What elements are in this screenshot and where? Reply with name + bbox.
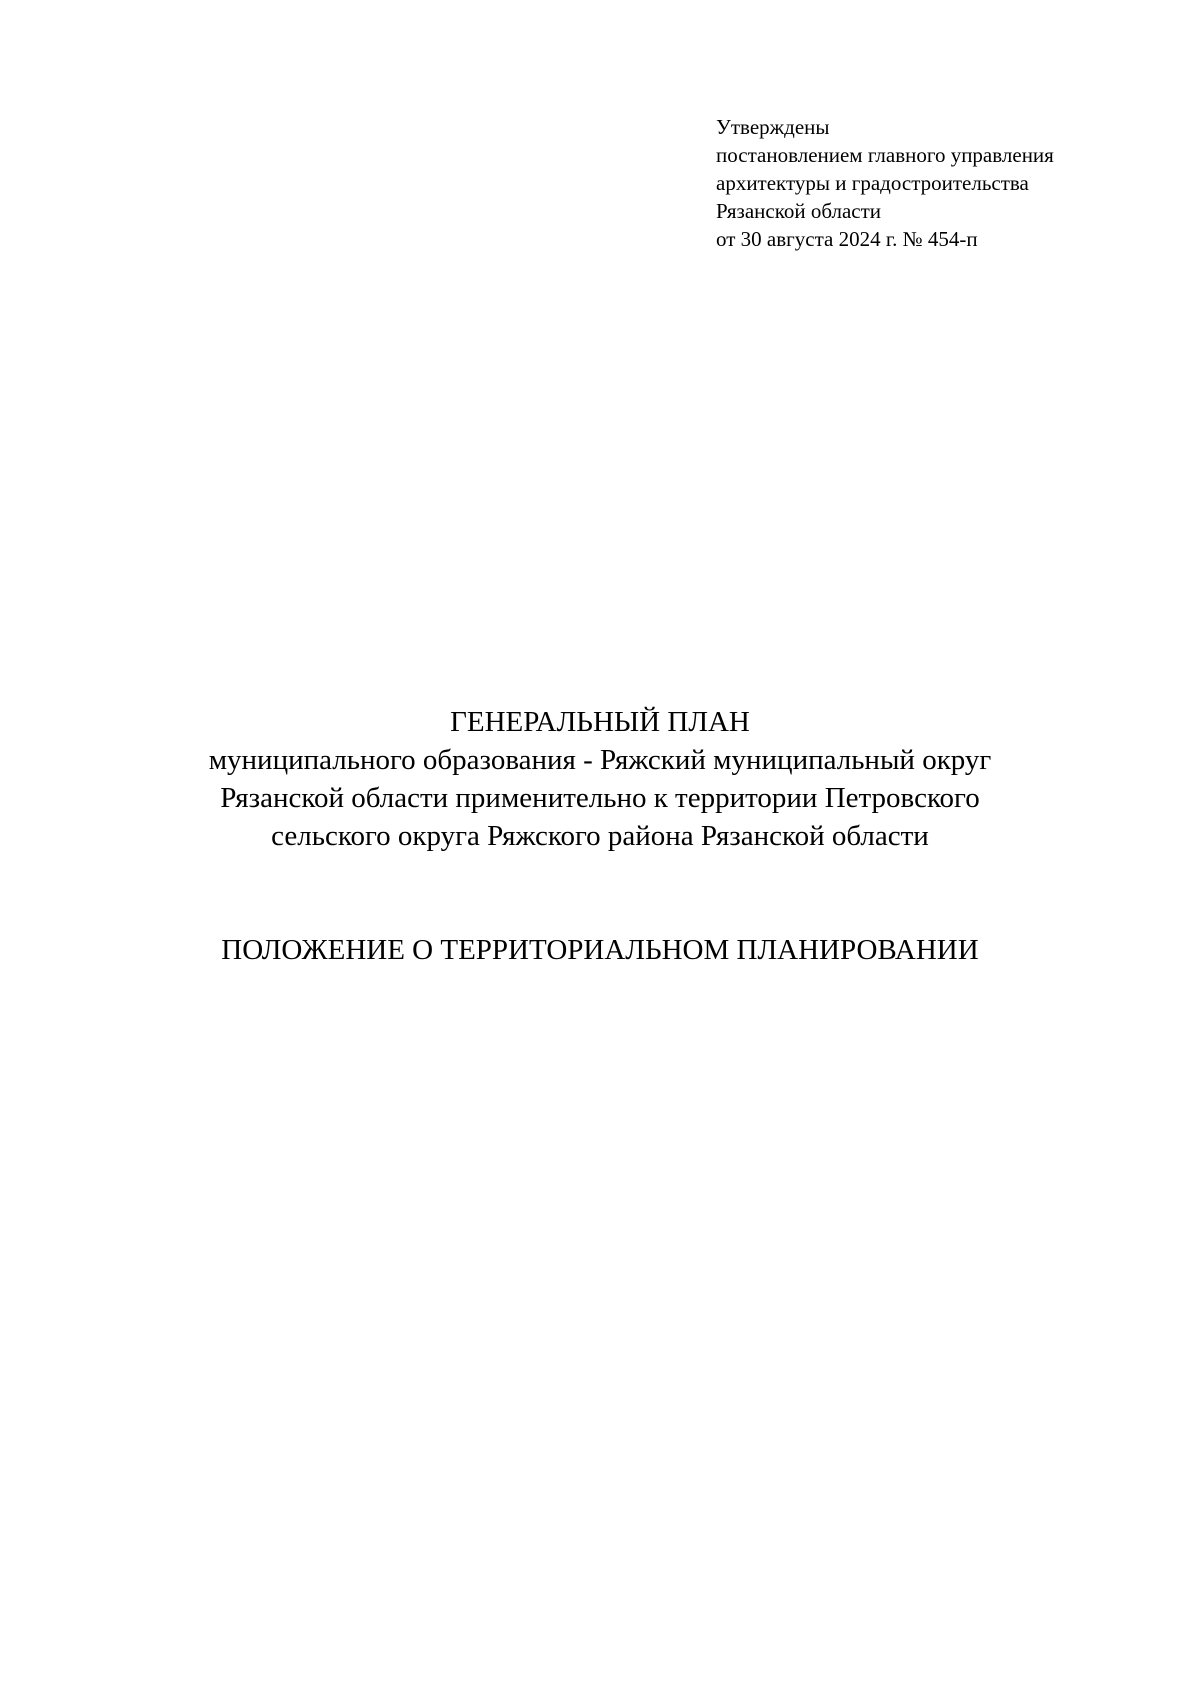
approval-stamp: [716, 113, 1156, 253]
approval-line: постановлением главного управления: [716, 143, 1054, 167]
document-heading: ГЕНЕРАЛЬНЫЙ ПЛАН: [450, 706, 750, 738]
document-subtitle-line: муниципального образования - Ряжский муниципальный округ: [208, 744, 992, 776]
approval-line: архитектуры и градостроительства: [716, 171, 1029, 195]
approval-date-number: от 30 августа 2024 г. № 454-п: [716, 227, 978, 251]
approval-line: Рязанской области: [716, 199, 882, 223]
approval-line: Утверждены: [716, 115, 830, 139]
section-heading: ПОЛОЖЕНИЕ О ТЕРРИТОРИАЛЬНОМ ПЛАНИРОВАНИИ: [221, 934, 979, 966]
document-subtitle-line: сельского округа Ряжского района Рязанской области: [271, 820, 929, 852]
document-subtitle-line: Рязанской области применительно к территории Петровского: [220, 782, 980, 814]
document-title: [0, 703, 1200, 855]
